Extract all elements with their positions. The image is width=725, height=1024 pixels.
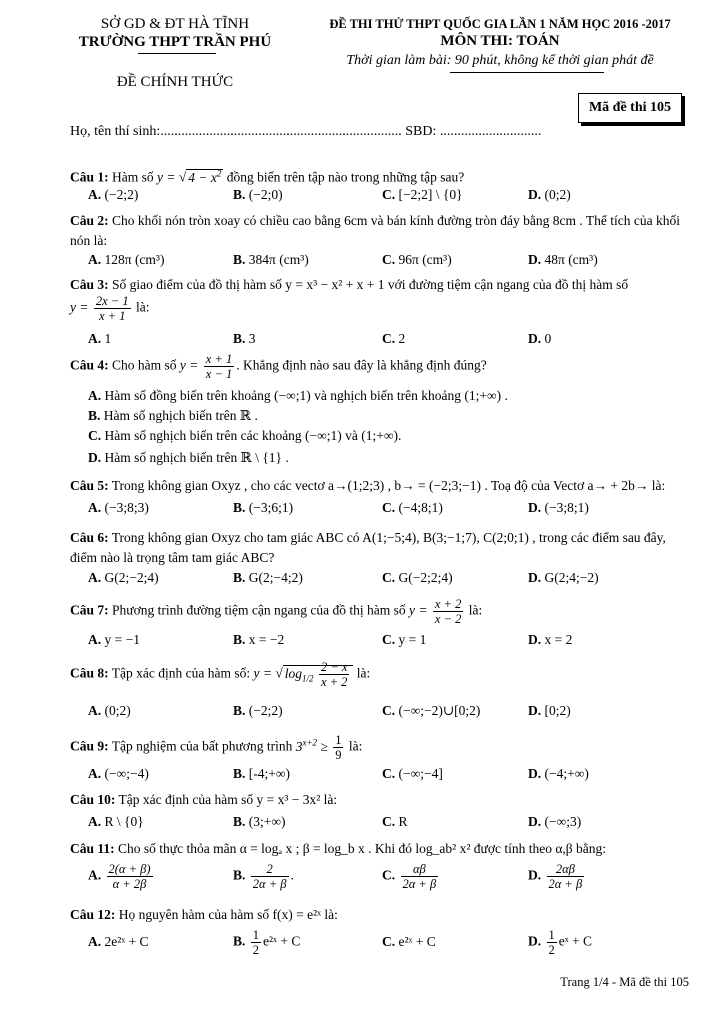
option-a[interactable]: A. 128π (cm³)	[88, 252, 165, 267]
question-1-options	[88, 187, 698, 207]
duration-underline	[450, 72, 604, 73]
option-b[interactable]: B. 384π (cm³)	[233, 252, 309, 267]
option-c[interactable]: C. 2	[382, 331, 406, 346]
option-d[interactable]: D. 48π (cm³)	[528, 252, 598, 267]
page-footer: Trang 1/4 - Mã đề thi 105	[560, 975, 689, 989]
option-d[interactable]: D. (−3;8;1)	[528, 500, 589, 515]
option-b[interactable]: B. (−2;2)	[233, 703, 283, 718]
option-a[interactable]: A. (0;2)	[88, 703, 131, 718]
option-b[interactable]: B. $\frac{2}{2\alpha + \beta}$ .	[233, 862, 294, 891]
question-4-option-b[interactable]: B. Hàm số nghịch biến trên ℝ .	[88, 408, 258, 423]
option-b[interactable]: B. $\frac{1}{2}$ e²ˣ + C	[233, 928, 301, 957]
question-3-options	[88, 331, 698, 351]
question-12-options	[88, 928, 698, 964]
question-4-option-d[interactable]: D. Hàm số nghịch biến trên ℝ \ {1} .	[88, 450, 289, 465]
option-d[interactable]: D. (−4;+∞)	[528, 766, 589, 781]
option-c[interactable]: C. [−2;2] \ {0}	[382, 187, 463, 202]
option-b[interactable]: B. [-4;+∞)	[233, 766, 290, 781]
option-b[interactable]: B. (3;+∞)	[233, 814, 286, 829]
option-d[interactable]: D. (−∞;3)	[528, 814, 582, 829]
option-c[interactable]: C. R	[382, 814, 408, 829]
option-c[interactable]: C. 96π (cm³)	[382, 252, 452, 267]
option-a[interactable]: A. (−∞;−4)	[88, 766, 149, 781]
question-8-options	[88, 703, 698, 723]
question-6-options	[88, 570, 698, 590]
question-7: Câu 7: Phương trình đường tiệm cận ngang của đồ thị hàm số y = $\frac{x + 2}{x - 2}$ là:	[70, 597, 483, 626]
question-11: Câu 11: Cho số thực thỏa mãn α = logₐ x ; β = log_b x . Khi đó log_ab² x² được tính theo α,β bằng:	[70, 841, 607, 856]
question-4-option-a[interactable]: A. Hàm số đồng biến trên khoảng (−∞;1) và nghịch biến trên khoảng (1;+∞) .	[88, 388, 508, 403]
option-a[interactable]: A. (−3;8;3)	[88, 500, 149, 515]
question-7-options	[88, 632, 698, 652]
question-2: Câu 2: Cho khối nón tròn xoay có chiều cao bằng 6cm và bán kính đường tròn đáy bằng 8cm . Thể tích của khối nón là:	[70, 213, 680, 248]
option-d[interactable]: D. x = 2	[528, 632, 573, 647]
option-b[interactable]: B. (−3;6;1)	[233, 500, 294, 515]
question-6: Câu 6: Trong không gian Oxyz cho tam giác ABC có A(1;−5;4), B(3;−1;7), C(2;0;1) , trong các điểm sau đây, điểm nào là trọng tâm tam giác ABC?	[70, 530, 666, 565]
option-d[interactable]: D. [0;2)	[528, 703, 571, 718]
option-a[interactable]: A. (−2;2)	[88, 187, 139, 202]
option-d[interactable]: D. 0	[528, 331, 552, 346]
exam-duration: Thời gian làm bài: 90 phút, không kể thời gian phát đề	[346, 53, 654, 68]
department-name: SỞ GD & ĐT HÀ TĨNH	[100, 16, 250, 32]
question-9: Câu 9: Tập nghiệm của bất phương trình $3^{x+2}$ ≥ $\frac{1}{9}$ là:	[70, 733, 363, 762]
question-9-options	[88, 766, 698, 786]
option-a[interactable]: A. $\frac{2(\alpha + \beta)}{\alpha + 2\beta}$	[88, 862, 151, 891]
question-8: Câu 8: Tập xác định của hàm số: y = √ $\log_{1/2}$ $\frac{2 - x}{x + 2}$ là:	[70, 660, 371, 689]
option-d[interactable]: D. G(2;4;−2)	[528, 570, 599, 585]
option-a[interactable]: A. G(2;−2;4)	[88, 570, 159, 585]
option-c[interactable]: C. (−∞;−2)∪[0;2)	[382, 703, 481, 718]
option-a[interactable]: A. 2e²ˣ + C	[88, 934, 149, 949]
question-4: Câu 4: Cho hàm số y = $\frac{x + 1}{x - 1}$ . Khẳng định nào sau đây là khẳng định đúng?	[70, 352, 487, 381]
option-d[interactable]: D. (0;2)	[528, 187, 571, 202]
question-10-options	[88, 814, 698, 834]
option-a[interactable]: A. 1	[88, 331, 112, 346]
option-c[interactable]: C. (−∞;−4]	[382, 766, 443, 781]
candidate-info-line: Họ, tên thí sinh:..................................................................... SBD: .............................	[70, 124, 542, 139]
question-12: Câu 12: Họ nguyên hàm của hàm số f(x) = e²ˣ là:	[70, 907, 338, 922]
option-c[interactable]: C. $\frac{\alpha\beta}{2\alpha + \beta}$	[382, 862, 437, 891]
subject-title: MÔN THI: TOÁN	[440, 33, 560, 49]
option-b[interactable]: B. 3	[233, 331, 256, 346]
question-5: Câu 5: Trong không gian Oxyz , cho các vectơ a→(1;2;3) , b→ = (−2;3;−1) . Toạ độ của Vectơ a→ + 2b→ là:	[70, 478, 666, 493]
option-b[interactable]: B. G(2;−4;2)	[233, 570, 303, 585]
option-c[interactable]: C. (−4;8;1)	[382, 500, 443, 515]
option-b[interactable]: B. (−2;0)	[233, 187, 283, 202]
official-label: ĐỀ CHÍNH THỨC	[116, 74, 234, 90]
question-10: Câu 10: Tập xác định của hàm số y = x³ − 3x² là:	[70, 792, 338, 807]
option-c[interactable]: C. G(−2;2;4)	[382, 570, 453, 585]
question-4-option-c[interactable]: C. Hàm số nghịch biến trên các khoảng (−∞;1) và (1;+∞).	[88, 428, 402, 443]
question-3: Câu 3: Số giao điểm của đồ thị hàm số y = x³ − x² + x + 1 với đường tiệm cận ngang của đồ thị hàm số	[70, 277, 629, 292]
exam-code-box: Mã đề thi 105	[578, 93, 682, 123]
question-2-options	[88, 252, 698, 272]
option-b[interactable]: B. x = −2	[233, 632, 285, 647]
question-1: Câu 1: Hàm số y = √ $4 - x^2$ đồng biến trên tập nào trong những tập sau?	[70, 168, 465, 185]
option-a[interactable]: A. y = −1	[88, 632, 140, 647]
question-11-options	[88, 862, 698, 902]
header-underline	[138, 53, 216, 54]
option-c[interactable]: C. y = 1	[382, 632, 427, 647]
question-5-options	[88, 500, 698, 520]
question-3-cont: y = $\frac{2x - 1}{x + 1}$ là:	[70, 294, 150, 323]
option-a[interactable]: A. R \ {0}	[88, 814, 144, 829]
exam-title: ĐỀ THI THỬ THPT QUỐC GIA LẦN 1 NĂM HỌC 2016 -2017	[329, 17, 671, 31]
option-c[interactable]: C. e²ˣ + C	[382, 934, 436, 949]
school-name: TRƯỜNG THPT TRẦN PHÚ	[78, 34, 272, 50]
option-d[interactable]: D. $\frac{2\alpha\beta}{2\alpha + \beta}$	[528, 862, 583, 891]
option-d[interactable]: D. $\frac{1}{2}$ eˣ + C	[528, 928, 593, 957]
